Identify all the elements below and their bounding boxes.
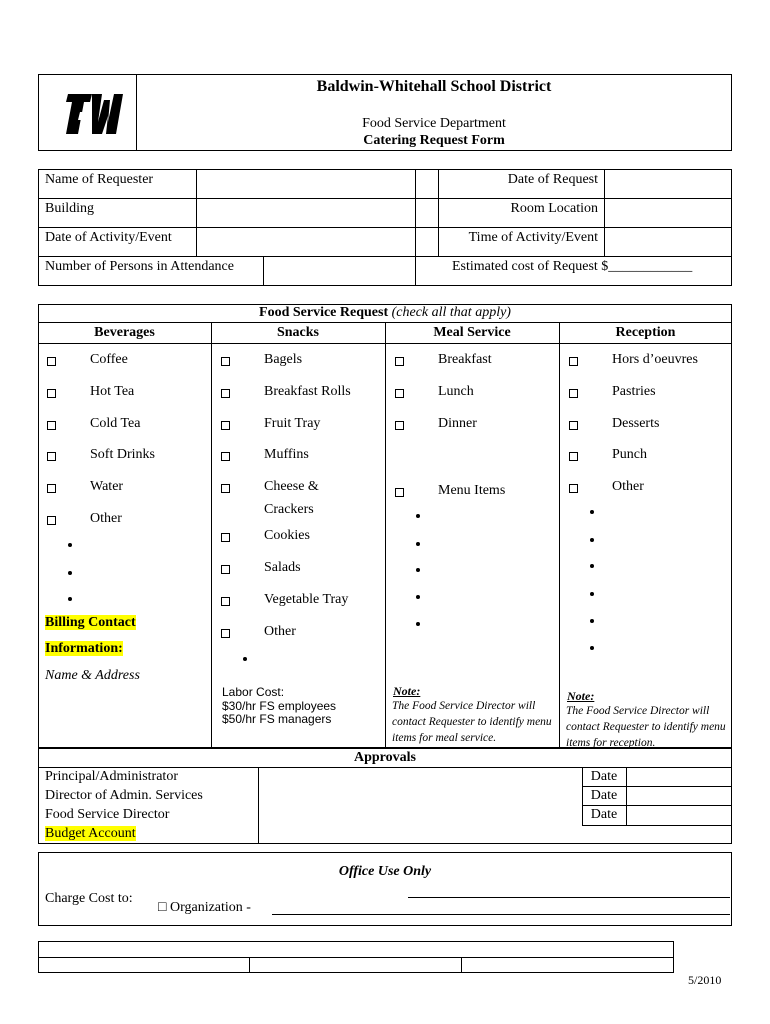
meal-note-label-text: Note: xyxy=(393,684,421,698)
budget-account-field[interactable] xyxy=(259,826,731,843)
approval-date-label: Date xyxy=(590,769,618,784)
persons-label: Number of Persons in Attendance xyxy=(45,259,234,274)
bottom-table-cell[interactable] xyxy=(39,958,248,972)
bullet xyxy=(416,622,420,626)
request-date-field[interactable] xyxy=(605,170,731,197)
building-label: Building xyxy=(45,201,95,216)
checkbox-cookies[interactable] xyxy=(221,533,230,542)
bullet xyxy=(68,571,72,575)
item-cheese: Cheese & xyxy=(264,479,319,494)
item-crackers: Crackers xyxy=(264,502,314,517)
bullet xyxy=(416,595,420,599)
activity-date-label: Date of Activity/Event xyxy=(45,230,172,245)
reception-note-label xyxy=(567,689,594,704)
checkbox-vegetable-tray[interactable] xyxy=(221,597,230,606)
item-menu-items: Menu Items xyxy=(438,483,506,498)
meal-note-label xyxy=(393,684,420,699)
checkbox-cheese-crackers[interactable] xyxy=(221,484,230,493)
bullet xyxy=(416,514,420,518)
meal-note-text: The Food Service Director will contact Requester to identify menu items for meal service. xyxy=(392,700,552,744)
director-admin-signature-field[interactable] xyxy=(259,787,581,805)
bullet xyxy=(590,538,594,542)
checkbox-pastries[interactable] xyxy=(569,389,578,398)
item-bagels: Bagels xyxy=(264,352,303,367)
labor-cost-line2: $50/hr FS managers xyxy=(222,712,332,726)
approval-date-label: Date xyxy=(590,788,618,803)
column-beverages: Beverages xyxy=(94,325,155,340)
director-admin-date-field[interactable] xyxy=(627,787,731,805)
item-soft-drinks: Soft Drinks xyxy=(90,447,155,462)
labor-cost-line1: $30/hr FS employees xyxy=(222,699,337,713)
column-meal-service: Meal Service xyxy=(433,325,511,340)
item-breakfast: Breakfast xyxy=(438,352,492,367)
bullet xyxy=(590,592,594,596)
item-lunch: Lunch xyxy=(438,384,474,399)
request-title xyxy=(38,305,732,321)
item-breakfast-rolls: Breakfast Rolls xyxy=(264,384,351,399)
checkbox-salads[interactable] xyxy=(221,565,230,574)
checkbox-muffins[interactable] xyxy=(221,452,230,461)
bullet xyxy=(68,597,72,601)
bullet xyxy=(590,510,594,514)
principal-signature-field[interactable] xyxy=(259,768,581,786)
bottom-table-cell[interactable] xyxy=(462,958,673,972)
persons-field[interactable] xyxy=(264,257,414,285)
approval-date-label: Date xyxy=(590,807,618,822)
room-label: Room Location xyxy=(510,201,598,216)
item-water: Water xyxy=(90,479,124,494)
checkbox-dinner[interactable] xyxy=(395,421,404,430)
item-cold-tea: Cold Tea xyxy=(90,416,141,431)
checkbox-water[interactable] xyxy=(47,484,56,493)
billing-contact-text1: Billing Contact xyxy=(45,615,136,630)
checkbox-coffee[interactable] xyxy=(47,357,56,366)
bullet xyxy=(68,543,72,547)
approval-principal-label: Principal/Administrator xyxy=(45,769,178,784)
bullet xyxy=(590,564,594,568)
office-use-title: Office Use Only xyxy=(338,864,432,879)
name-address-label: Name & Address xyxy=(45,668,140,683)
item-vegetable-tray: Vegetable Tray xyxy=(264,592,349,607)
item-cookies: Cookies xyxy=(264,528,310,543)
billing-contact-line2 xyxy=(45,641,123,657)
approvals-title: Approvals xyxy=(354,750,416,765)
bottom-table-cell[interactable] xyxy=(250,958,460,972)
checkbox-soft-drinks[interactable] xyxy=(47,452,56,461)
request-date-label: Date of Request xyxy=(507,172,598,187)
request-title-text: Food Service Request xyxy=(259,305,389,320)
activity-date-field[interactable] xyxy=(197,228,414,255)
checkbox-breakfast[interactable] xyxy=(395,357,404,366)
billing-contact-line1 xyxy=(45,615,136,631)
checkbox-reception-other[interactable] xyxy=(569,484,578,493)
checkbox-cold-tea[interactable] xyxy=(47,421,56,430)
checkbox-punch[interactable] xyxy=(569,452,578,461)
item-dinner: Dinner xyxy=(438,416,477,431)
bullet xyxy=(590,619,594,623)
bullet xyxy=(243,657,247,661)
organization-option[interactable]: □ Organization - xyxy=(158,900,251,915)
checkbox-fruit-tray[interactable] xyxy=(221,421,230,430)
reception-note-text: The Food Service Director will contact Requester to identify menu items for reception. xyxy=(566,705,726,749)
district-title: Baldwin-Whitehall School District xyxy=(316,78,552,95)
item-hot-tea: Hot Tea xyxy=(90,384,135,399)
item-salads: Salads xyxy=(264,560,301,575)
item-desserts: Desserts xyxy=(612,416,660,431)
checkbox-hors-doeuvres[interactable] xyxy=(569,357,578,366)
requester-name-label: Name of Requester xyxy=(45,172,154,187)
approval-budget-account-label xyxy=(45,826,136,842)
checkbox-desserts[interactable] xyxy=(569,421,578,430)
bullet xyxy=(590,646,594,650)
reception-note-label-text: Note: xyxy=(567,689,595,703)
bullet xyxy=(416,542,420,546)
checkbox-menu-items[interactable] xyxy=(395,488,404,497)
department-name: Food Service Department xyxy=(362,116,506,131)
checkbox-hot-tea[interactable] xyxy=(47,389,56,398)
form-title: Catering Request Form xyxy=(363,133,505,148)
request-subtitle: (check all that apply) xyxy=(391,305,511,320)
item-muffins: Muffins xyxy=(264,447,309,462)
checkbox-beverage-other[interactable] xyxy=(47,516,56,525)
checkbox-breakfast-rolls[interactable] xyxy=(221,389,230,398)
checkbox-snack-other[interactable] xyxy=(221,629,230,638)
activity-time-label: Time of Activity/Event xyxy=(468,230,598,245)
room-field[interactable] xyxy=(605,199,731,226)
requester-name-field[interactable] xyxy=(197,170,414,197)
principal-date-field[interactable] xyxy=(627,768,731,786)
approval-food-director-label: Food Service Director xyxy=(45,807,170,822)
item-hors-doeuvres: Hors d’oeuvres xyxy=(612,352,698,367)
form-version: 5/2010 xyxy=(688,973,722,987)
item-coffee: Coffee xyxy=(90,352,128,367)
building-field[interactable] xyxy=(197,199,414,226)
district-logo xyxy=(62,92,124,136)
billing-contact-field[interactable] xyxy=(40,688,210,746)
organization-line xyxy=(272,914,730,915)
checkbox-bagels[interactable] xyxy=(221,357,230,366)
food-director-date-field[interactable] xyxy=(627,806,731,824)
approval-director-admin-label: Director of Admin. Services xyxy=(45,788,203,803)
item-snack-other: Other xyxy=(264,624,296,639)
checkbox-lunch[interactable] xyxy=(395,389,404,398)
item-pastries: Pastries xyxy=(612,384,656,399)
bullet xyxy=(416,568,420,572)
organization-field[interactable] xyxy=(272,898,730,914)
labor-cost-title: Labor Cost: xyxy=(222,685,285,699)
item-punch: Punch xyxy=(612,447,647,462)
charge-cost-label: Charge Cost to: xyxy=(45,891,133,906)
budget-account-text: Budget Account xyxy=(45,826,136,841)
food-director-signature-field[interactable] xyxy=(259,806,581,824)
column-reception: Reception xyxy=(615,325,676,340)
item-beverage-other: Other xyxy=(90,511,122,526)
activity-time-field[interactable] xyxy=(605,228,731,255)
billing-contact-text2: Information: xyxy=(45,641,123,656)
item-fruit-tray: Fruit Tray xyxy=(264,416,321,431)
column-snacks: Snacks xyxy=(276,325,320,340)
cost-label: Estimated cost of Request $____________ xyxy=(452,259,693,274)
item-reception-other: Other xyxy=(612,479,644,494)
